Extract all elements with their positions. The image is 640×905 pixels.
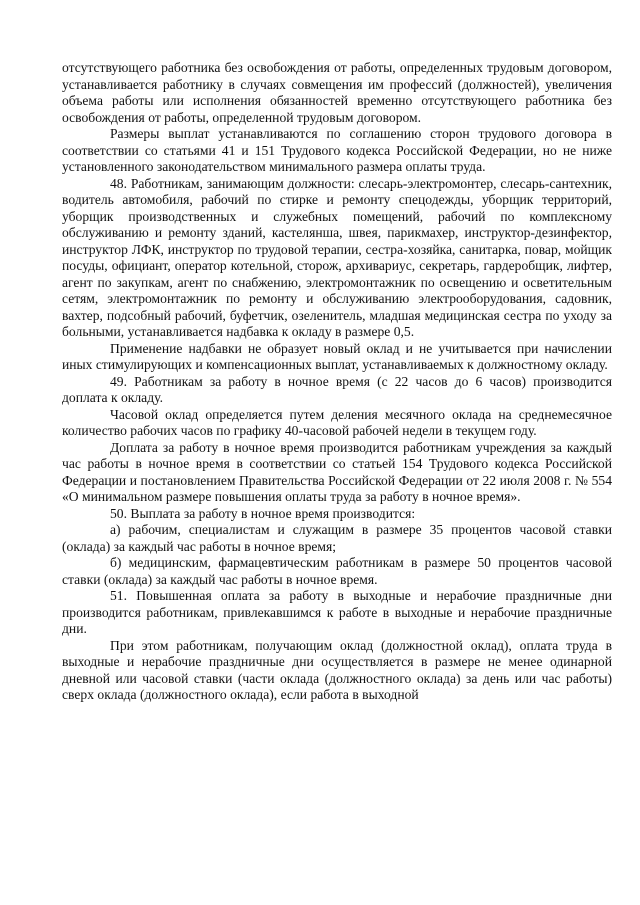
paragraph-holiday-pay: При этом работникам, получающим оклад (должностной оклад), оплата труда в выходные и нерабочие праздничные дни осуществляется в размере не менее одинарной дневной или часовой ставки (части оклада (должностного оклада) за день или час работы) сверх оклада (должностного оклада), если работа в выходной xyxy=(62,637,612,702)
paragraph-51: 51. Повышенная оплата за работу в выходные и нерабочие праздничные дни производится работникам, привлекавшимся к работе в выходные и нерабочие праздничные дни. xyxy=(62,588,612,636)
document-page xyxy=(62,60,612,704)
paragraph-night-surcharge: Доплата за работу в ночное время производится работникам учреждения за каждый час работы в ночное время в соответствии со статьей 154 Трудового кодекса Российской Федерации и постановлением Правительства Российской Федерации от 22 июля 2008 г. № 554 «О минимальном размере повышения оплаты труда за работу в ночное время». xyxy=(62,439,612,504)
paragraph-49: 49. Работникам за работу в ночное время (с 22 часов до 6 часов) производится доплата к окладу. xyxy=(62,373,612,405)
paragraph-bonus-application: Применение надбавки не образует новый оклад и не учитывается при начислении иных стимулирующих и компенсационных выплат, устанавливаемых к должностному окладу. xyxy=(62,340,612,372)
paragraph-hourly-rate: Часовой оклад определяется путем деления месячного оклада на среднемесячное количество рабочих часов по графику 40-часовой рабочей недели в текущем году. xyxy=(62,406,612,438)
paragraph-48: 48. Работникам, занимающим должности: слесарь-электромонтер, слесарь-сантехник, водитель автомобиля, рабочий по стирке и ремонту спецодежды, уборщик территорий, уборщик производственных и служебных помещений, рабочий по комплексному обслуживанию и ремонту зданий, кастелянша, швея, парикмахер, инструктор-дезинфектор, инструктор ЛФК, инструктор по трудовой терапии, сестра-хозяйка, санитарка, повар, мойщик посуды, официант, оператор котельной, сторож, архивариус, секретарь, гардеробщик, лифтер, агент по закупкам, агент по снабжению, электромонтажник по освещению и осветительным сетям, электромонтажник по ремонту и обслуживанию электрооборудования, садовник, вахтер, подсобный рабочий, буфетчик, озеленитель, младшая медицинская сестра по уходу за больными, устанавливается надбавка к окладу в размере 0,5. xyxy=(62,175,612,339)
paragraph-continuation: отсутствующего работника без освобождения от работы, определенных трудовым договором, устанавливается работнику в случаях совмещения им профессий (должностей), увеличения объема работы или исполнения обязанностей временно отсутствующего работника без освобождения от работы, определенной трудовым договором. xyxy=(62,60,612,125)
paragraph-50: 50. Выплата за работу в ночное время производится: xyxy=(110,505,416,521)
paragraph-50-a: а) рабочим, специалистам и служащим в размере 35 процентов часовой ставки (оклада) за каждый час работы в ночное время; xyxy=(62,522,612,554)
paragraph-payment-amounts: Размеры выплат устанавливаются по соглашению сторон трудового договора в соответствии со статьями 41 и 151 Трудового кодекса Российской Федерации, но не ниже установленного законодательством минимального размера оплаты труда. xyxy=(62,126,612,174)
paragraph-50-b: б) медицинским, фармацевтическим работникам в размере 50 процентов часовой ставки (оклада) за каждый час работы в ночное время. xyxy=(62,555,612,587)
